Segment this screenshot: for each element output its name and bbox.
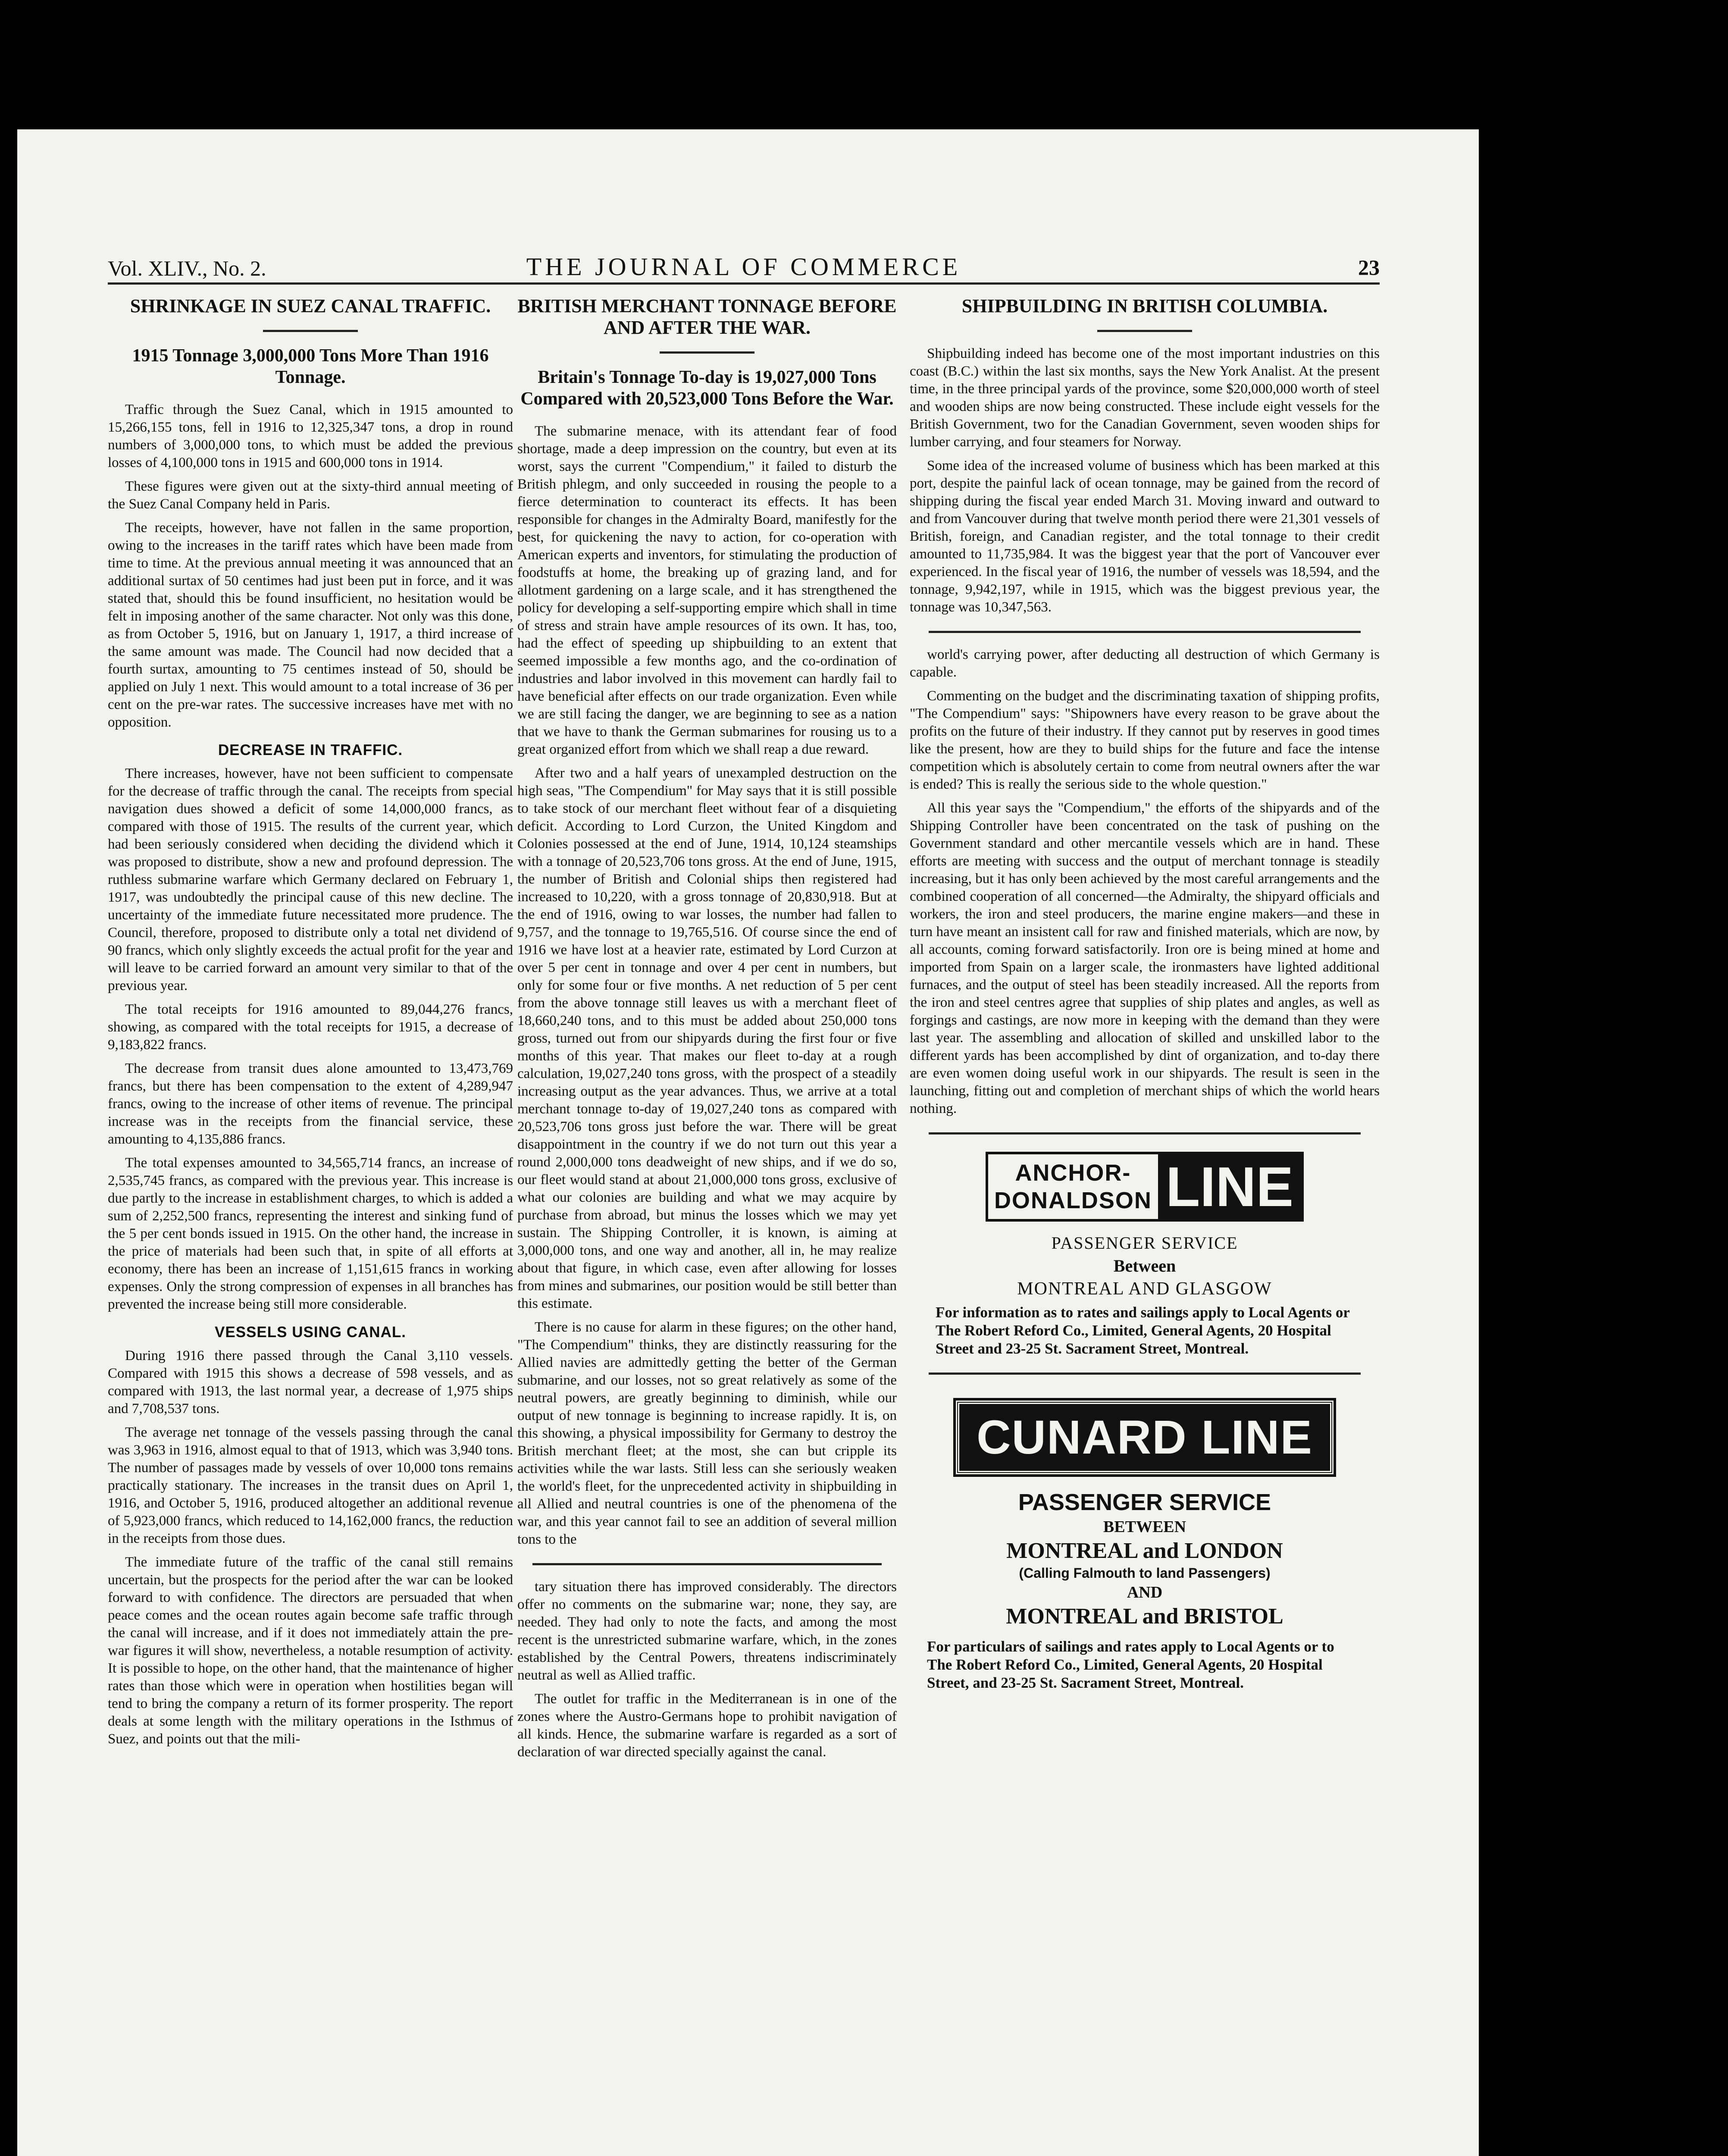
ad-and: AND — [1127, 1583, 1163, 1601]
paragraph: The outlet for traffic in the Mediterranean is in one of the zones where the Austro-Germans hope to prohibit navigation of all kinds. Hence, the submarine warfare is regarded as a sort of declaration of war directed specially against the canal. — [517, 1691, 897, 1760]
paragraph: Commenting on the budget and the discriminating taxation of shipping profits, "The Compendium" says: "Shipowners have every reason to be grave about the profits on the future of their industry. If they cannot put by reserves in good times like the present, how are they to build ships for the future and face the intense competition which is absolutely certain to come from neutral owners after the war is ended? This is really the serious side to the whole question." — [910, 688, 1380, 792]
ad-note: (Calling Falmouth to land Passengers) — [1019, 1565, 1271, 1581]
ad-info: For particulars of sailings and rates apply to Local Agents or to The Robert Reford Co., Limited, General Agents, 20 Hospital Street, and 23-25 St. Sacrament Street, Montreal. — [927, 1638, 1334, 1691]
cunard-advertisement — [910, 1388, 1380, 1692]
article-subhead: 1915 Tonnage 3,000,000 Tons More Than 1916 Tonnage. — [132, 346, 489, 387]
ad-between: BETWEEN — [1103, 1518, 1186, 1536]
paragraph: Shipbuilding indeed has become one of the most important industries on this coast (B.C.) within the last six months, says the New York Analist. At the present time, in the three principal yards of the province, some $20,000,000 worth of steel and wooden ships are now being constructed. These include eight vessels for the British Government, two for the Canadian Government, seven wooden ships for lumber carrying, and four steamers for Norway. — [910, 346, 1380, 450]
logo-text-anchor: ANCHOR- — [1015, 1160, 1131, 1186]
divider — [532, 1563, 882, 1565]
ad-info: For information as to rates and sailings apply to Local Agents or The Robert Reford Co., Limited, General Agents, 20 Hospital Street and 23-25 St. Sacrament Street, Montreal. — [936, 1304, 1350, 1357]
paragraph: The submarine menace, with its attendant fear of food shortage, made a deep impression on the country, but even at its worst, says the current "Compendium," it failed to disturb the British phlegm, and only succeeded in rousing the people to a fierce determination to counteract its effects. It has been responsible for changes in the Admiralty Board, manifestly for the best, for quickening the navy to action, for co-operation with American experts and inventors, for stimulating the production of foodstuffs at home, the breaking up of grazing land, and for allotment gardening on a large scale, and it has strengthened the policy for developing a self-supporting empire which shall in time of stress and strain have ample resources of its own. It has, too, had the effect of speeding up shipbuilding to an extent that seemed impossible a few months ago, and the co-ordination of industries and labor involved in this movement can hardly fail to have beneficial after effects on our trade organization. Even while we are still facing the danger, we are beginning to see as a nation that we have to thank the German submarines for rousing us to a great organized effort from which we shall reap a due reward. — [517, 423, 897, 757]
paragraph: The decrease from transit dues alone amounted to 13,473,769 francs, but there has been compensation to the extent of 4,289,947 francs, owing to the increase of other items of revenue. The principal increase was in the receipts from the financial service, these amounting to 4,135,886 francs. — [108, 1061, 513, 1147]
ad-route-bristol: MONTREAL and BRISTOL — [1006, 1604, 1283, 1629]
article-headline: BRITISH MERCHANT TONNAGE BEFORE AND AFTER THE WAR. — [517, 295, 897, 338]
paragraph: Some idea of the increased volume of business which has been marked at this port, despite the painful lack of ocean tonnage, may be gained from the record of shipping during the fiscal year ended March 31. Moving inward and outward to and from Vancouver during that twelve month period there were 21,301 vessels of British, foreign, and Canadian register, and the total tonnage to their credit amounted to 11,735,984. It was the biggest year that the port of Vancouver ever experienced. In the fiscal year of 1916, the number of vessels was 18,594, and the tonnage, 9,942,197, while in 1915, which was the biggest previous year, the tonnage was 10,347,563. — [910, 458, 1380, 615]
divider — [660, 351, 754, 354]
divider — [263, 330, 358, 332]
paragraph: tary situation there has improved considerably. The directors offer no comments on the submarine war; none, they say, are needed. They had only to note the facts, and among the most recent is the unrestricted submarine warfare, which, in the zones established by the Central Powers, threatens indiscriminately neutral as well as Allied traffic. — [517, 1579, 897, 1683]
volume-number: Vol. XLIV., No. 2. — [108, 256, 266, 280]
ad-service: PASSENGER SERVICE — [1051, 1233, 1238, 1253]
divider — [929, 1373, 1361, 1375]
anchor-donaldson-advertisement — [910, 1147, 1380, 1358]
divider — [929, 1132, 1361, 1134]
cunard-logo: CUNARD LINE — [956, 1401, 1334, 1474]
ad-service: PASSENGER SERVICE — [1018, 1489, 1271, 1515]
paragraph: During 1916 there passed through the Canal 3,110 vessels. Compared with 1915 this shows a decrease of 598 vessels, and as compared with 1913, the last normal year, a decrease of 1,975 ships and 7,708,537 tons. — [108, 1348, 513, 1416]
divider — [929, 631, 1361, 633]
paragraph: The total receipts for 1916 amounted to 89,044,276 francs, showing, as compared with the total receipts for 1915, a decrease of 9,183,822 francs. — [108, 1002, 513, 1053]
paragraph: world's carrying power, after deducting all destruction of which Germany is capable. — [910, 647, 1380, 680]
column-british-columbia — [910, 295, 1380, 2156]
masthead — [108, 252, 1380, 285]
page-number: 23 — [1358, 255, 1380, 279]
paragraph: After two and a half years of unexampled destruction on the high seas, "The Compendium" for May says that it is still possible to take stock of our merchant fleet without fear of a disquieting deficit. According to Lord Curzon, the United Kingdom and Colonies possessed at the end of June, 1914, 10,124 steamships with a tonnage of 20,523,706 tons gross. At the end of June, 1915, the number of British and Colonial ships then registered had increased to 10,220, with a gross tonnage of 20,830,918. But at the end of 1916, owing to war losses, the number had fallen to 9,757, and the tonnage to 19,765,516. Of course since the end of 1916 we have lost at a heavier rate, estimated by Lord Curzon at over 5 per cent in tonnage and over 4 per cent in numbers, but only for some four or five months. A net reduction of 5 per cent from the above tonnage still leaves us with a merchant fleet of 18,660,240 tons, and to this must be added about 250,000 tons gross, turned out from our shipyards during the first four or five months of this year. That makes our fleet to-day at a rough calculation, 19,027,240 tons gross, with the prospect of a steadily increasing output as the year advances. Thus, we arrive at a total merchant tonnage to-day of 19,027,240 tons as compared with 20,523,706 tons gross just before the war. There will be great disappointment in the country if we do not turn out this year a round 2,000,000 tons deadweight of new ships, and if we do so, our fleet would stand at about 21,000,000 tons gross, exclusive of what our colonies are building and what we may acquire by purchase from abroad, but minus the losses which we may yet sustain. The Shipping Controller, it is known, is aiming at 3,000,000 tons, and one way and another, all in, he may realize about that figure, in which case, even after allowing for losses from mines and submarines, our position would be still better than this estimate. — [517, 765, 897, 1311]
article-subhead: Britain's Tonnage To-day is 19,027,000 Tons Compared with 20,523,000 Tons Before the War. — [520, 367, 894, 409]
publication-title: THE JOURNAL OF COMMERCE — [526, 253, 961, 281]
divider — [1097, 330, 1192, 332]
column-suez-canal — [108, 295, 513, 2156]
newspaper-page — [17, 129, 1479, 2156]
ad-route: MONTREAL AND GLASGOW — [1017, 1279, 1272, 1299]
paragraph: There increases, however, have not been sufficient to compensate for the decrease of traffic through the canal. The receipts from special navigation dues showed a deficit of some 14,000,000 francs, as compared with those of 1915. The results of the current year, which had been seriously considered when deciding the dividend which it was proposed to distribute, show a new and profound depression. The ruthless submarine warfare which Germany declared on February 1, 1917, was undoubtedly the principal cause of this new decline. The uncertainty of the immediate future necessitated more prudence. The Council, therefore, proposed to distribute only a total net dividend of 90 francs, which only slightly exceeds the actual profit for the year and will leave to be carried forward an amount very similar to that of the previous year. — [108, 766, 513, 993]
paragraph: The total expenses amounted to 34,565,714 francs, an increase of 2,535,745 francs, as compared with the previous year. This increase is due partly to the increase in establishment charges, to which is added a sum of 2,252,500 francs, representing the interest and sinking fund of the 5 per cent bonds issued in 1915. On the other hand, the increase in the price of materials had been such that, in spite of all efforts at economy, there has been an increase of 1,151,615 francs in working expenses. Only the strong compression of expenses in all branches has prevented the increase being still more considerable. — [108, 1155, 513, 1312]
section-heading: VESSELS USING CANAL. — [215, 1324, 406, 1341]
paragraph: The receipts, however, have not fallen in the same proportion, owing to the increases in the tariff rates which have been made from time to time. At the previous annual meeting it was announced that an additional surtax of 50 centimes had just been put in force, and it was stated that, should this be found insufficient, no hesitation would be felt in imposing another of the same character. Not only was this done, as from October 5, 1916, but on January 1, 1917, a third increase of the same amount was made. The Council had now decided that a fourth surtax, amounting to 75 centimes instead of 50, should be applied on July 1 next. This would amount to a total increase of 36 per cent on the pre-war rates. The successive increases have met with no opposition. — [108, 520, 513, 730]
paragraph: There is no cause for alarm in these figures; on the other hand, "The Compendium" thinks, they are distinctly reassuring for the Allied navies are admittedly getting the better of the German submarine, and our losses, not so great relatively as some of the neutral powers, are greatly beginning to diminish, while our output of new tonnage is beginning to increase rapidly. It is, on this showing, a physical impossibility for Germany to destroy the British merchant fleet; at the most, she can but cripple its activities while the war lasts. Still less can she seriously weaken the world's fleet, for the unprecedented activity in shipbuilding in all Allied and neutral countries is one of the phenomena of the war, and this year cannot fail to see an addition of several million tons to the — [517, 1319, 897, 1547]
column-british-tonnage — [517, 295, 897, 2156]
article-headline: SHIPBUILDING IN BRITISH COLUMBIA. — [961, 295, 1328, 317]
ad-between: Between — [1113, 1256, 1176, 1275]
logo-text-donaldson: DONALDSON — [994, 1188, 1152, 1213]
article-headline: SHRINKAGE IN SUEZ CANAL TRAFFIC. — [130, 295, 491, 317]
paragraph: The immediate future of the traffic of the canal still remains uncertain, but the prospects for the period after the war can be looked forward to with confidence. The directors are persuaded that when peace comes and the ocean routes again become safe traffic through the canal will increase, and if it does not immediately attain the pre-war figures it will show, nevertheless, a notable resumption of activity. It is possible to hope, on the other hand, that the maintenance of higher rates than those which were in operation when hostilities began will tend to bring the company a return of its former prosperity. The report deals at some length with the military operations in the Isthmus of Suez, and points out that the mili- — [108, 1554, 513, 1747]
paragraph: These figures were given out at the sixty-third annual meeting of the Suez Canal Company held in Paris. — [108, 479, 513, 512]
paragraph: Traffic through the Suez Canal, which in 1915 amounted to 15,266,155 tons, fell in 1916 to 12,325,347 tons, a drop in round numbers of 3,000,000 tons, to which must be added the previous losses of 4,100,000 tons in 1915 and 600,000 tons in 1914. — [108, 402, 513, 470]
section-heading: DECREASE IN TRAFFIC. — [218, 742, 403, 758]
logo-text-line: LINE — [1158, 1154, 1301, 1219]
paragraph: The average net tonnage of the vessels passing through the canal was 3,963 in 1916, almost equal to that of 1913, which was 3,940 tons. The number of passages made by vessels of over 10,000 tons remains practically stationary. The increases in the transit dues on April 1, 1916, and October 5, 1916, produced altogether an additional revenue of 5,923,000 francs, which reduced to 14,162,000 francs, the reduction in the receipts from those dues. — [108, 1425, 513, 1546]
ad-route-london: MONTREAL and LONDON — [1006, 1539, 1283, 1563]
anchor-donaldson-logo — [986, 1152, 1304, 1222]
paragraph: All this year says the "Compendium," the efforts of the shipyards and of the Shipping Controller have been concentrated on the task of pushing on the Government standard and other mercantile vessels which are in hand. These efforts are meeting with success and the output of merchant tonnage is steadily increasing, but it has only been achieved by the most careful arrangements and the combined cooperation of all concerned—the Admiralty, the shipyard officials and workers, the iron and steel producers, the marine engine makers—and these in turn have meant an insistent call for raw and finished materials, which are now, by all accounts, coming forward satisfactorily. Iron ore is being mined at home and imported from Spain on a larger scale, the ironmasters have lighted additional furnaces, and the output of steel has been steadily increased. All the reports from the iron and steel centres agree that supplies of ship plates and angles, as well as forgings and castings, are now more in keeping with the demand than they were last year. The assembling and allocation of skilled and unskilled labor to the different yards has been accomplished by dint of organization, and to-day there are even women doing useful work in our shipyards. The result is seen in the launching, fitting out and completion of merchant ships of which the world hears nothing. — [910, 800, 1380, 1116]
